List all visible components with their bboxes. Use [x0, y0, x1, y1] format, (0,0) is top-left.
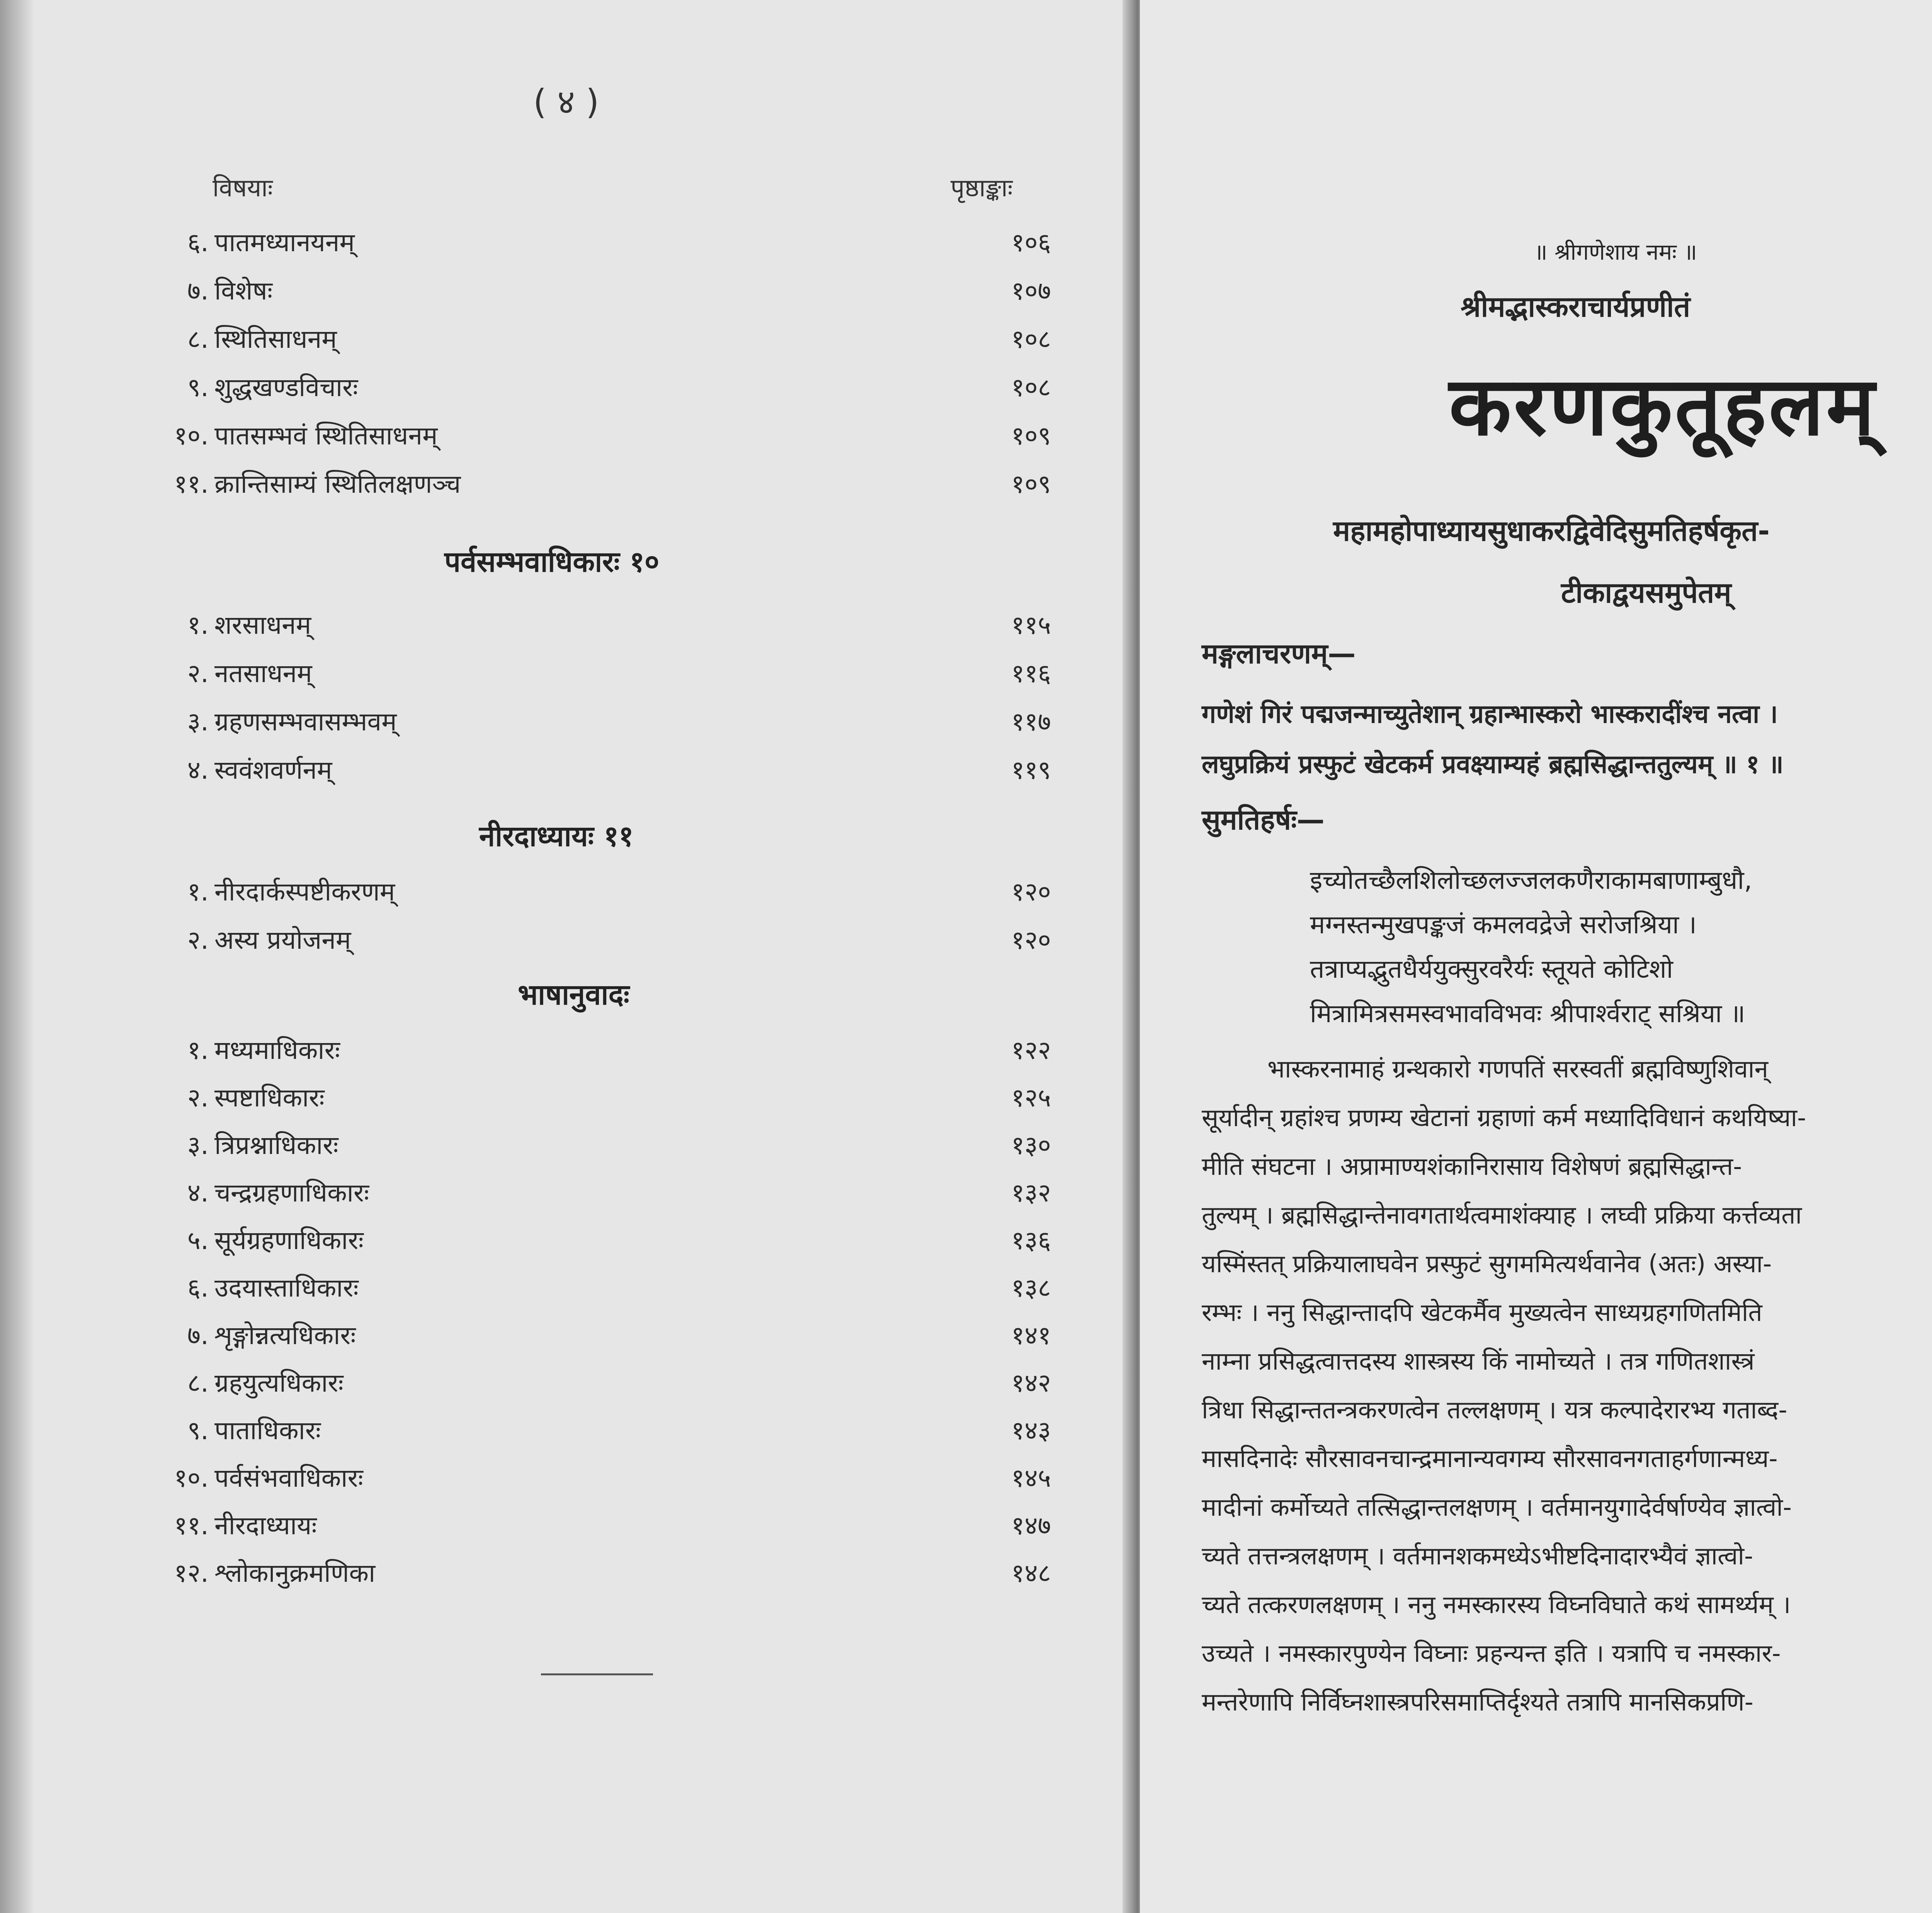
toc-row: [151, 1365, 1051, 1403]
toc-page: ११५: [1011, 610, 1051, 640]
toc-number: ११.: [174, 1511, 209, 1540]
prose-line: च्यते तत्तन्त्रलक्षणम् । वर्तमानशकमध्येऽभीष्टदिनादारभ्यैवं ज्ञात्वो-: [1202, 1542, 1753, 1571]
toc-number: ७.: [187, 276, 209, 306]
toc-page: १२२: [1011, 1035, 1051, 1065]
author-line: श्रीमद्भास्कराचार्यप्रणीतं: [1461, 290, 1690, 323]
toc-page: १२५: [1011, 1083, 1051, 1113]
toc-page: १२०: [1011, 877, 1051, 907]
toc-page: १४१: [1011, 1321, 1051, 1350]
toc-page: १३६: [1011, 1225, 1051, 1255]
column-header-subjects: विषयाः: [213, 174, 273, 203]
toc-title: ग्रहणसम्भवासम्भवम्: [214, 707, 397, 737]
toc-page: १२०: [1011, 925, 1051, 955]
toc-title: विशेषः: [214, 276, 273, 306]
toc-title: स्थितिसाधनम्: [214, 324, 337, 354]
toc-number: ७.: [187, 1321, 209, 1350]
toc-title: श्लोकानुक्रमणिका: [214, 1558, 376, 1588]
toc-number: ४.: [187, 1178, 209, 1208]
toc-title: पाताधिकारः: [214, 1416, 321, 1445]
sumati-heading: सुमतिहर्षः—: [1202, 803, 1325, 836]
toc-row: [151, 417, 1051, 456]
toc-number: २.: [187, 925, 209, 955]
toc-row: [151, 703, 1051, 742]
prose-line: त्रिधा सिद्धान्ततन्त्रकरणत्वेन तल्लक्षणम् । यत्र कल्पादेरारभ्य गताब्द-: [1202, 1396, 1787, 1425]
toc-title: नीरदाध्यायः: [214, 1511, 317, 1540]
toc-row: [151, 1555, 1051, 1593]
prose-line: मन्तरेणापि निर्विघ्नशास्त्रपरिसमाप्तिर्दृश्यते तत्रापि मानसिकप्रणि-: [1202, 1688, 1753, 1717]
prose-line: भास्करनामाहं ग्रन्थकारो गणपतिं सरस्वतीं ब्रह्मविष्णुशिवान्: [1267, 1055, 1768, 1084]
prose-line: मादीनां कर्मोच्यते तत्सिद्धान्तलक्षणम् । वर्तमानयुगादेर्वर्षाण्येव ज्ञात्वो-: [1202, 1493, 1792, 1522]
toc-number: ९.: [187, 1416, 209, 1445]
commentary-line-2: टीकाद्वयसमुपेतम्: [1561, 576, 1731, 609]
toc-page: १४८: [1011, 1558, 1051, 1588]
toc-title: मध्यमाधिकारः: [214, 1035, 340, 1065]
toc-page: १३०: [1011, 1130, 1051, 1160]
poem-line: मग्नस्तन्मुखपङ्कजं कमलवद्रेजे सरोजश्रिया ।: [1310, 910, 1697, 939]
toc-row: [151, 272, 1051, 311]
prose-line: मासदिनादेः सौरसावनचान्द्रमानान्यवगम्य सौरसावनगताहर्गणान्मध्य-: [1202, 1445, 1778, 1473]
toc-title: शरसाधनम्: [214, 610, 311, 640]
toc-number: ३.: [187, 707, 209, 737]
page-number: ( ४ ): [533, 82, 599, 122]
toc-number: ८.: [187, 1368, 209, 1398]
toc-page: १३२: [1011, 1178, 1051, 1208]
toc-title: नीरदार्कस्पष्टीकरणम्: [214, 877, 395, 907]
prose-line: रम्भः । ननु सिद्धान्तादपि खेटकर्मैव मुख्यत्वेन साध्यग्रहगणितमिति: [1202, 1299, 1762, 1327]
toc-title: ग्रहयुत्यधिकारः: [214, 1368, 344, 1398]
toc-number: ९.: [187, 373, 209, 402]
toc-title: पातसम्भवं स्थितिसाधनम्: [214, 421, 438, 451]
toc-row: [151, 1412, 1051, 1451]
toc-title: शुद्धखण्डविचारः: [214, 373, 358, 402]
toc-number: १०.: [174, 1463, 209, 1493]
toc-title: स्ववंशवर्णनम्: [214, 755, 332, 785]
toc-number: २.: [187, 659, 209, 688]
toc-page: ११७: [1011, 707, 1051, 737]
toc-row: [151, 1174, 1051, 1213]
book-title: करणकुतूहलम्: [1449, 359, 1877, 454]
mangala-heading: मङ्गलाचरणम्—: [1202, 637, 1356, 670]
section-heading-parvasambhava: पर्वसम्भवाधिकारः १०: [444, 545, 660, 579]
toc-page: १०९: [1011, 421, 1051, 451]
toc-number: ६.: [187, 1273, 209, 1303]
toc-title: क्रान्तिसाम्यं स्थितिलक्षणञ्च: [214, 469, 461, 499]
toc-page: ११६: [1011, 659, 1051, 688]
toc-page: १०९: [1011, 469, 1051, 499]
prose-line: मीति संघटना । अप्रामाण्यशंकानिरासाय विशेषणं ब्रह्मसिद्धान्त-: [1202, 1152, 1742, 1181]
page-edge-shadow: [0, 0, 35, 1913]
prose-line: तुल्यम् । ब्रह्मसिद्धान्तेनावगतार्थत्वमाशंक्याह । लघ्वी प्रक्रिया कर्त्तव्यता: [1202, 1201, 1802, 1230]
prose-line: सूर्यादीन् ग्रहांश्च प्रणम्य खेटानां ग्रहाणां कर्म मध्यादिविधानं कथयिष्या-: [1202, 1104, 1806, 1132]
toc-number: १.: [187, 1035, 209, 1065]
toc-page: १४२: [1011, 1368, 1051, 1398]
toc-row: [151, 1460, 1051, 1498]
toc-row: [151, 1032, 1051, 1071]
toc-number: १.: [187, 610, 209, 640]
toc-number: १.: [187, 877, 209, 907]
column-header-pages: पृष्ठाङ्काः: [951, 174, 1013, 203]
toc-page: १४३: [1011, 1416, 1051, 1445]
toc-row: [151, 1507, 1051, 1546]
toc-row: [151, 752, 1051, 790]
toc-number: ३.: [187, 1130, 209, 1160]
toc-number: १२.: [174, 1558, 209, 1588]
toc-row: [151, 466, 1051, 504]
toc-page: १४७: [1011, 1511, 1051, 1540]
toc-row: [151, 873, 1051, 912]
right-page-text: [1140, 0, 1932, 1913]
commentary-line-1: महामहोपाध्यायसुधाकरद्विवेदिसुमतिहर्षकृत-: [1333, 514, 1770, 548]
toc-title: नतसाधनम्: [214, 659, 312, 688]
section-heading-bhashanuvada: भाषानुवादः: [518, 978, 629, 1011]
toc-number: ८.: [187, 324, 209, 354]
toc-number: ४.: [187, 755, 209, 785]
toc-title: त्रिप्रश्नाधिकारः: [214, 1130, 338, 1160]
verse-line-1: गणेशं गिरं पद्मजन्माच्युतेशान् ग्रहान्भास्करो भास्करादींश्च नत्वा ।: [1202, 699, 1778, 729]
prose-line: नाम्ना प्रसिद्धत्वात्तदस्य शास्त्रस्य किं नामोच्यते । तत्र गणितशास्त्रं: [1202, 1347, 1755, 1376]
toc-page: ११९: [1011, 755, 1051, 785]
toc-number: ५.: [187, 1225, 209, 1255]
toc-title: सूर्यग्रहणाधिकारः: [214, 1225, 364, 1255]
section-heading-niradadhyaya: नीरदाध्यायः ११: [479, 820, 634, 853]
toc-page: १०८: [1011, 324, 1051, 354]
toc-row: [151, 1317, 1051, 1356]
toc-row: [151, 655, 1051, 694]
toc-title: उदयास्ताधिकारः: [214, 1273, 359, 1303]
toc-row: [151, 321, 1051, 359]
toc-row: [151, 1270, 1051, 1308]
toc-title: अस्य प्रयोजनम्: [214, 925, 351, 955]
poem-line: तत्राप्यद्भुतधैर्ययुक्सुरवरैर्यः स्तूयते कोटिशो: [1310, 954, 1673, 984]
toc-page: १४५: [1011, 1463, 1051, 1493]
toc-row: [151, 607, 1051, 645]
toc-row: [151, 369, 1051, 408]
toc-row: [151, 224, 1051, 263]
prose-line: यस्मिंस्तत् प्रक्रियालाघवेन प्रस्फुटं सुगममित्यर्थवानेव (अतः) अस्या-: [1202, 1250, 1772, 1278]
toc-row: [151, 922, 1051, 960]
toc-title: शृङ्गोन्नत्यधिकारः: [214, 1321, 356, 1350]
toc-page: १३८: [1011, 1273, 1051, 1303]
toc-title: चन्द्रग्रहणाधिकारः: [214, 1178, 369, 1208]
verse-line-2: लघुप्रक्रियं प्रस्फुटं खेटकर्म प्रवक्ष्याम्यहं ब्रह्मसिद्धान्ततुल्यम् ॥ १ ॥: [1202, 749, 1784, 779]
toc-row: [151, 1127, 1051, 1166]
toc-row: [151, 1079, 1051, 1118]
toc-number: ११.: [174, 469, 209, 499]
toc-number: १०.: [174, 421, 209, 451]
toc-page: १०८: [1011, 373, 1051, 402]
poem-line: मित्रामित्रसमस्वभावविभवः श्रीपार्श्वराट् सश्रिया ॥: [1310, 999, 1745, 1028]
prose-line: च्यते तत्करणलक्षणम् । ननु नमस्कारस्य विघ्नविघाते कथं सामर्थ्यम् ।: [1202, 1591, 1791, 1619]
toc-number: ६.: [187, 228, 209, 257]
toc-row: [151, 1222, 1051, 1261]
poem-line: इच्योतच्छैलशिलोच्छलज्जलकणैराकामबाणाम्बुधौ,: [1310, 865, 1752, 895]
toc-title: पातमध्यानयनम्: [214, 228, 355, 257]
toc-title: स्पष्टाधिकारः: [214, 1083, 325, 1113]
toc-page: १०६: [1011, 228, 1051, 257]
prose-line: उच्यते । नमस्कारपुण्येन विघ्नाः प्रहन्यन्त इति । यत्रापि च नमस्कार-: [1202, 1639, 1781, 1668]
invocation: ॥ श्रीगणेशाय नमः ॥: [1534, 239, 1697, 265]
toc-number: २.: [187, 1083, 209, 1113]
toc-title: पर्वसंभवाधिकारः: [214, 1463, 363, 1493]
end-rule: [541, 1673, 653, 1675]
toc-page: १०७: [1011, 276, 1051, 306]
